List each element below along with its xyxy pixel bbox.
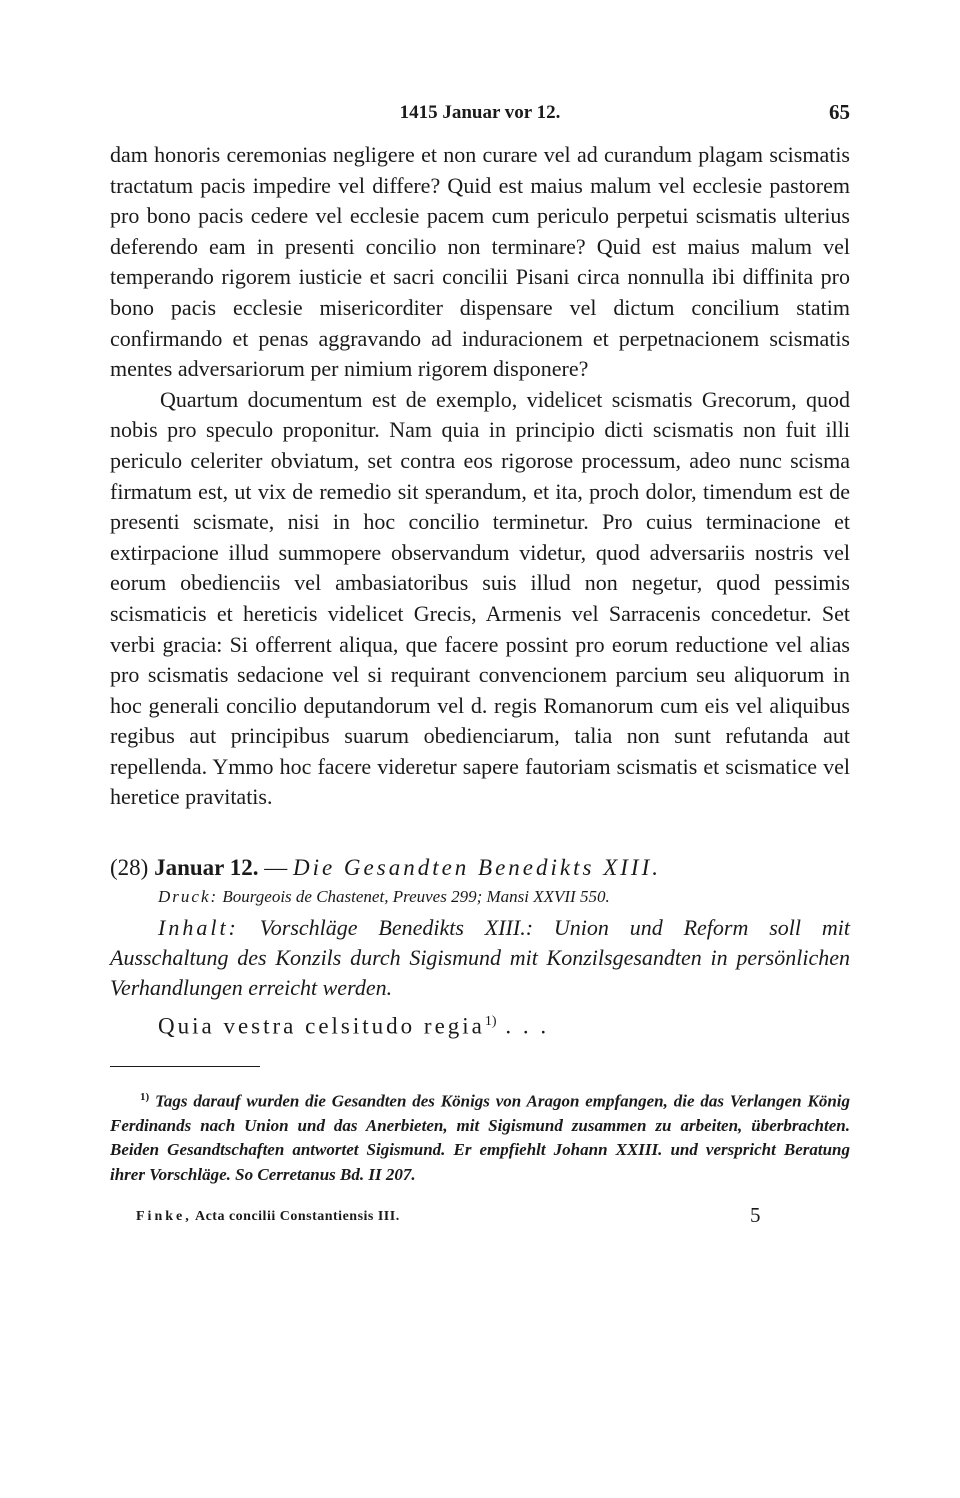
signature-line	[136, 1209, 400, 1225]
entry-date: Januar 12.	[154, 855, 259, 881]
entry-number: (28)	[110, 855, 149, 881]
footer-author: Finke,	[136, 1209, 192, 1225]
print-reference	[110, 883, 850, 911]
incipit-ellipsis: . . .	[505, 1013, 550, 1039]
entry-heading	[110, 853, 850, 883]
footnote-divider	[110, 1066, 260, 1067]
entry-dash: —	[264, 855, 288, 881]
page-footer	[110, 1201, 850, 1231]
sheet-number: 5	[750, 1203, 761, 1228]
footnote-marker: 1)	[140, 1090, 150, 1103]
content-summary	[110, 913, 850, 1003]
inhalt-label: Inhalt:	[158, 915, 239, 941]
incipit	[110, 1007, 850, 1042]
incipit-footnote-ref: 1)	[484, 1014, 497, 1030]
book-page	[110, 92, 850, 1231]
footnote	[110, 1085, 850, 1188]
main-text	[110, 140, 850, 813]
running-title: 1415 Januar vor 12.	[399, 102, 561, 123]
page-number: 65	[829, 100, 850, 124]
document-entry	[110, 853, 850, 1042]
paragraph-1: dam honoris ceremonias negligere et non curare vel ad curandum plagam scismatis tractatum pacis impedire vel differe? Quid est maius malum vel ecclesie pastorem pro bono pacis cedere vel ecclesie pacem cum periculo perpetui scismatis ulterius deferendo eam in presenti concilio non terminare? Quid est maius malum vel temperando rigorem iusticie et sacri concilii Pisani circa nonnulla ibi diffinita pro bono pacis ecclesie misericorditer dispensare vel dictum concilium statim confirmando et penas aggravando ad induracionem et perpetnacionem scismatis mentes adversariorum per nimium rigorem disponere?	[110, 142, 850, 382]
inhalt-text: Vorschläge Benedikts XIII.: Union und Reform soll mit Ausschaltung des Konzils durch Sigismund mit Konzilsgesandten in persönlichen Verhandlungen erreicht werden.	[110, 915, 850, 1001]
footnote-text: Tags darauf wurden die Gesandten des Königs von Aragon empfangen, die das Verlangen König Ferdinands nach Union und das Anerbieten, mit Sigismund zusammen zu arbeiten, überbrachten. Beiden Gesandtschaften antwortet Sigismund. Er empfiehlt Johann XXIII. und verspricht Beratung ihrer Vorschläge. So Cerretanus Bd. II 207.	[110, 1091, 850, 1184]
footer-work: Acta concilii Constantiensis III.	[194, 1209, 400, 1225]
paragraph-2: Quartum documentum est de exemplo, videlicet scismatis Grecorum, quod nobis pro speculo proponitur. Nam quia in principio dicti scismatis non fuit illi periculo celeriter obviatum, set contra eos rigorose processum, adeo nunc scisma firmatum est, ut vix de remedio sit sperandum, et ita, proch dolor, timendum est de presenti scismate, nisi in hoc concilio terminetur. Pro cuius terminacione et extirpacione illud summopere observandum videtur, quod adversariis nostris vel eorum obedienciis vel ambasiatoribus suis illud non negetur, quod pessimis scismaticis et hereticis videlicet Grecis, Armenis vel Sarracenis concedetur. Set verbi gracia: Si offerrent aliqua, que facere possint pro eorum reductione vel alias pro scismatis sedacione vel si requirant convencionem parcium seu aliquorum in hoc generali concilio deputandorum vel d. regis Romanorum cum eis vel aliquibus regibus aut principibus suarum obedienciarum, talia non sunt refutanda aut repellenda. Ymmo hoc facere videretur sapere fautoriam scismatis et scismatice vel heretice pravitatis.	[110, 386, 850, 810]
running-head	[110, 92, 850, 132]
druck-label: Druck:	[158, 887, 219, 907]
entry-title: Die Gesandten Benedikts XIII.	[292, 855, 661, 881]
incipit-text: Quia vestra celsitudo regia	[158, 1013, 485, 1039]
druck-text: Bourgeois de Chastenet, Preuves 299; Mansi XXVII 550.	[222, 887, 610, 907]
